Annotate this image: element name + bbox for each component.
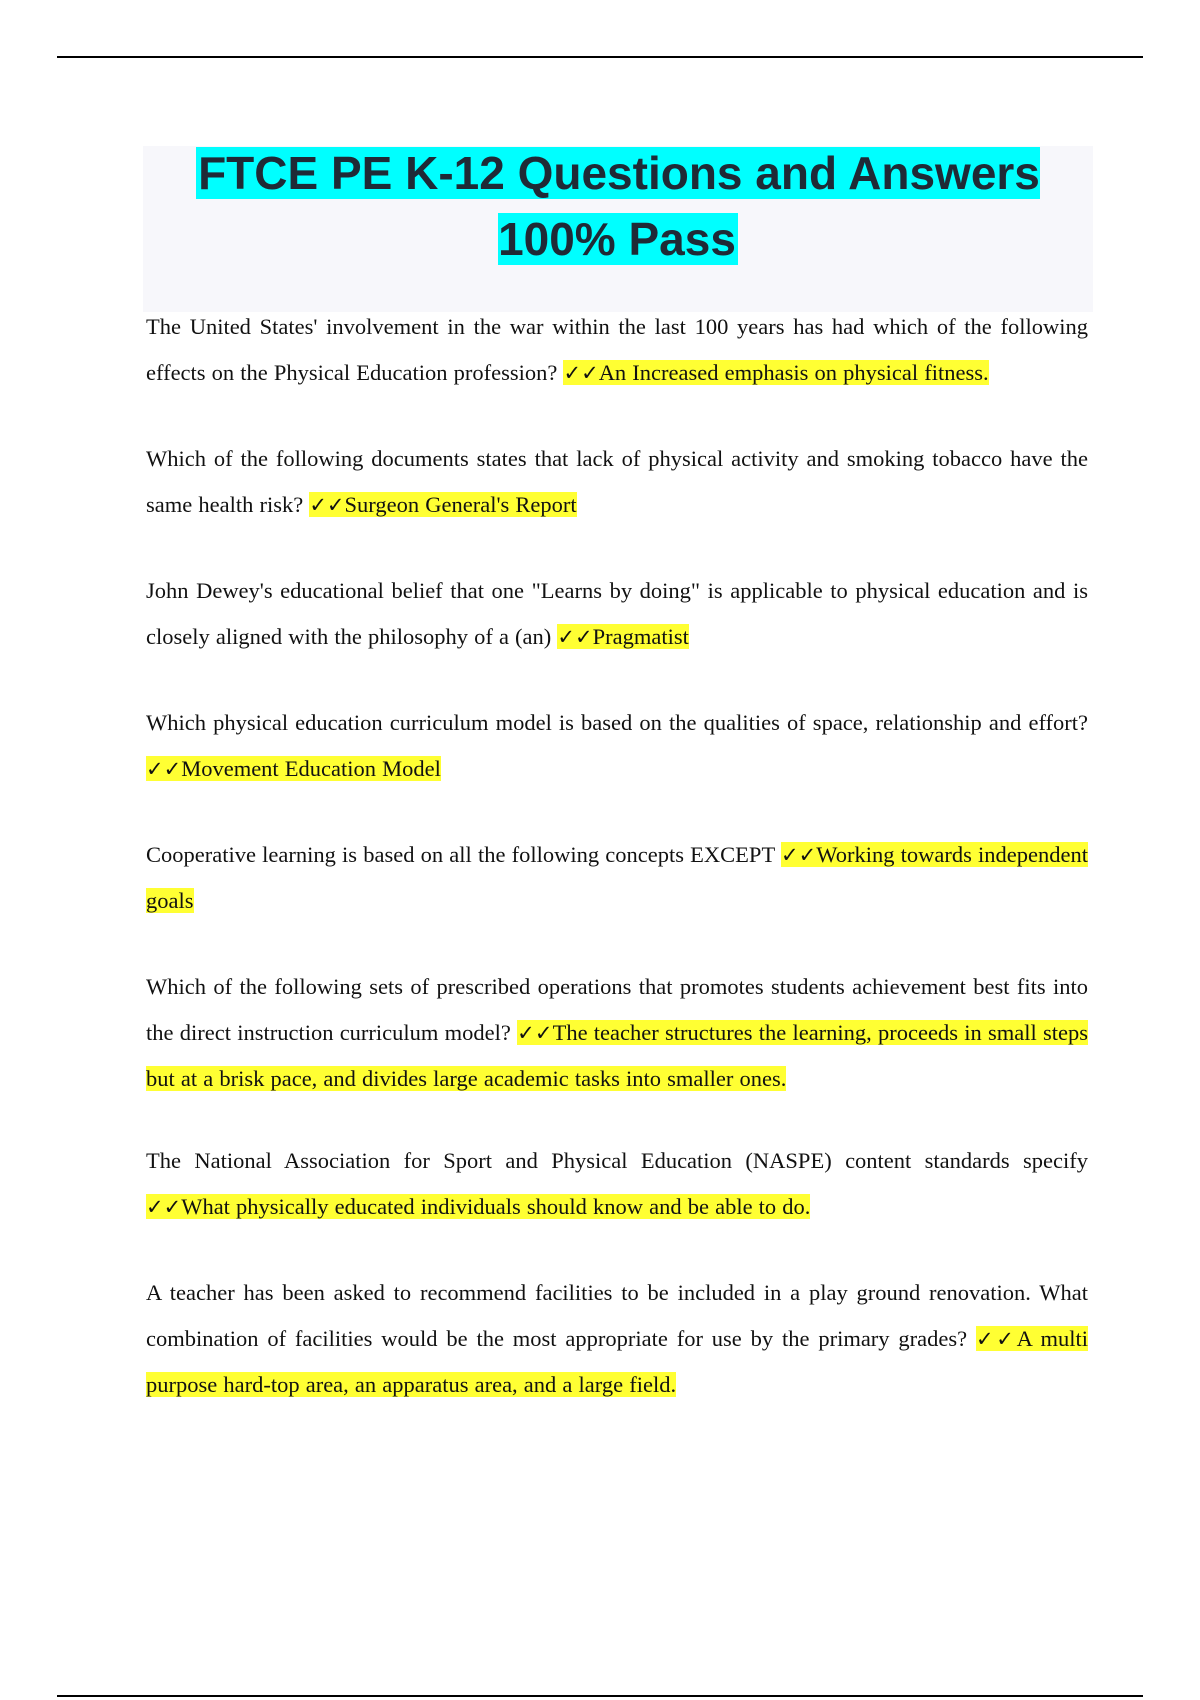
- qa-item: [146, 964, 1088, 1102]
- answer-text: Surgeon General's Report: [344, 492, 577, 517]
- answer-text: Working towards independent goals: [146, 842, 1088, 913]
- answer-highlight: [309, 492, 576, 517]
- answer-text: Movement Education Model: [181, 756, 441, 781]
- answer-highlight: [146, 1194, 810, 1219]
- qa-item: [146, 1138, 1088, 1230]
- qa-item: [146, 568, 1088, 660]
- qa-list: [146, 304, 1088, 1448]
- footer-rule: [57, 1695, 1143, 1697]
- answer-text: Pragmatist: [592, 624, 689, 649]
- qa-item: [146, 1270, 1088, 1408]
- double-check-icon: ✓✓: [146, 757, 182, 781]
- double-check-icon: ✓✓: [780, 843, 817, 867]
- question-text: The United States' involvement in the war within the last 100 years has had which of the following effects on the Physical Education profession?: [146, 314, 1088, 385]
- answer-highlight: [146, 756, 441, 781]
- question-text: A teacher has been asked to recommend facilities to be included in a play ground renovation. What combination of facilities would be the most appropriate for use by the primary grades?: [146, 1280, 1088, 1351]
- title-block: [143, 146, 1093, 312]
- qa-item: [146, 832, 1088, 924]
- question-text: Which physical education curriculum model is based on the qualities of space, relationship and effort?: [146, 710, 1088, 735]
- question-text: Cooperative learning is based on all the following concepts EXCEPT: [146, 842, 775, 867]
- double-check-icon: ✓✓: [517, 1021, 553, 1045]
- double-check-icon: ✓✓: [563, 361, 599, 385]
- double-check-icon: ✓✓: [309, 493, 345, 517]
- question-text: Which of the following sets of prescribed operations that promotes students achievement best fits into the direct instruction curriculum model?: [146, 974, 1088, 1045]
- answer-highlight: [563, 360, 988, 385]
- header-rule: [57, 56, 1143, 58]
- double-check-icon: ✓✓: [557, 625, 593, 649]
- qa-item: [146, 304, 1088, 396]
- qa-item: [146, 700, 1088, 792]
- answer-text: A multi purpose hard-top area, an apparatus area, and a large field.: [146, 1326, 1089, 1397]
- question-text: John Dewey's educational belief that one "Learns by doing" is applicable to physical education and is closely aligned with the philosophy of a (an): [146, 578, 1088, 649]
- question-text: Which of the following documents states that lack of physical activity and smoking tobacco have the same health risk?: [146, 446, 1088, 517]
- answer-text: What physically educated individuals should know and be able to do.: [181, 1194, 811, 1219]
- qa-item: [146, 436, 1088, 528]
- double-check-icon: ✓✓: [975, 1327, 1017, 1351]
- answer-text: An Increased emphasis on physical fitness.: [598, 360, 989, 385]
- answer-text: The teacher structures the learning, proceeds in small steps but at a brisk pace, and divides large academic tasks into smaller ones.: [146, 1020, 1088, 1091]
- document-title: FTCE PE K-12 Questions and Answers 100% Pass: [198, 147, 1040, 265]
- answer-highlight: [557, 624, 688, 649]
- double-check-icon: ✓✓: [146, 1195, 182, 1219]
- question-text: The National Association for Sport and Physical Education (NASPE) content standards specify: [146, 1148, 1088, 1173]
